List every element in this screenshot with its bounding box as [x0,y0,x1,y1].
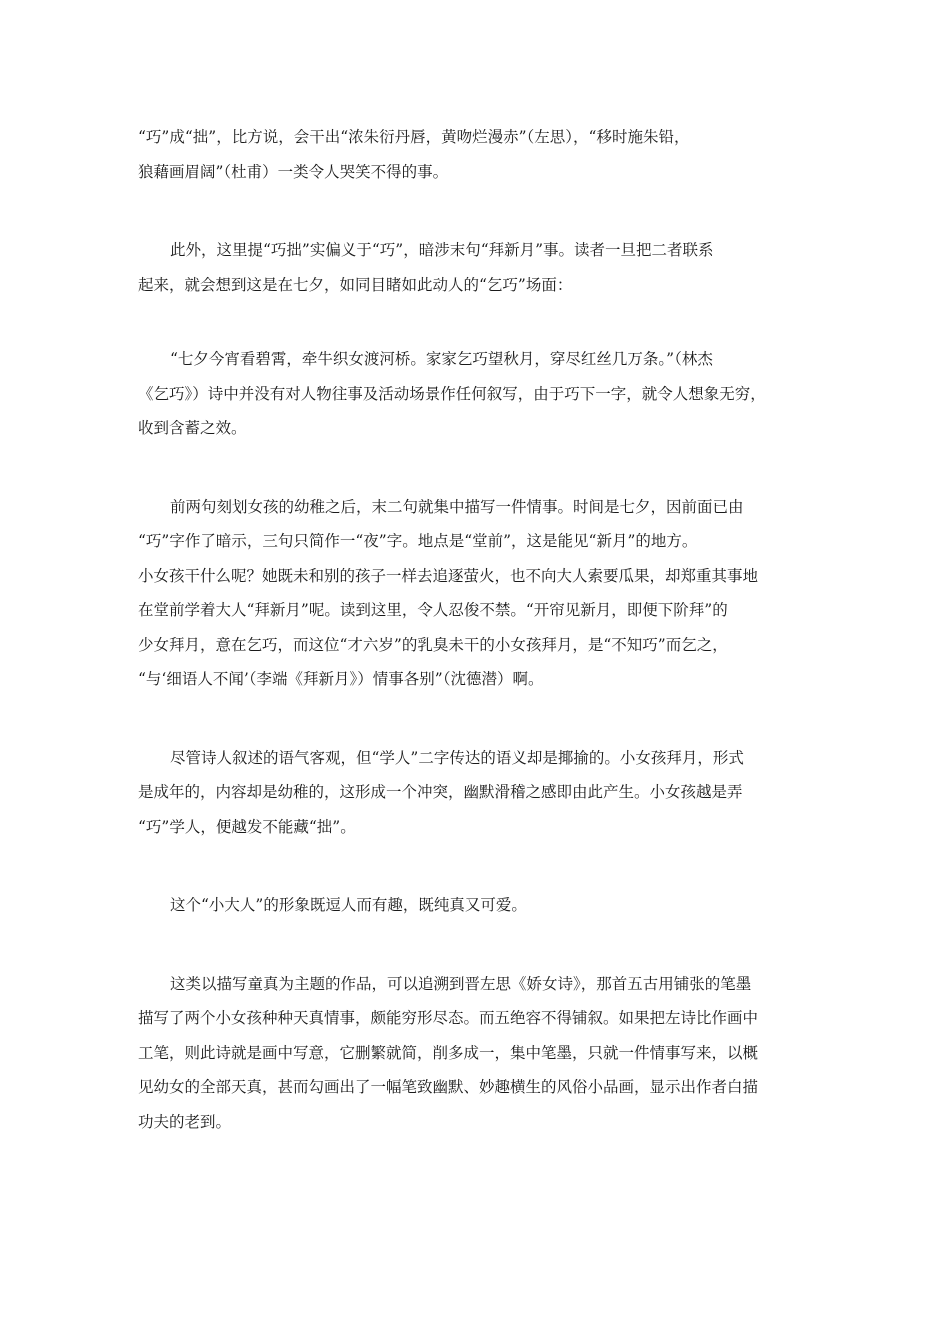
text-line: “巧”字作了暗示，三句只简作一“夜”字。地点是“堂前”，这是能见“新月”的地方。 [138,532,698,550]
text-line: 描写了两个小女孩种种天真情事，颇能穷形尽态。而五绝容不得铺叙。如果把左诗比作画中 [138,1009,759,1027]
paragraph-5 [138,741,818,845]
text-line: 尽管诗人叙述的语气客观，但“学人”二字传达的语义却是揶揄的。小女孩拜月，形式 [170,748,744,767]
text-line: 小女孩干什么呢？她既未和别的孩子一样去追逐萤火，也不向大人索要瓜果，却郑重其事地 [138,566,759,585]
text-line: 这个“小大人”的形象既逗人而有趣，既纯真又可爱。 [170,896,527,914]
text-line: “巧”成“拙”，比方说，会干出“浓朱衍丹唇，黄吻烂漫赤”（左思），“移时施朱铅， [138,128,690,146]
text-line: 少女拜月，意在乞巧，而这位“才六岁”的乳臭未干的小女孩拜月，是“不知巧”而乞之， [138,635,728,654]
text-line: “巧”学人，便越发不能藏“拙”。 [138,817,356,836]
paragraph-1 [138,120,818,189]
text-line: “七夕今宵看碧霄，牵牛织女渡河桥。家家乞巧望秋月，穿尽红丝几万条。”（林杰 [170,350,713,368]
text-line: 狼藉画眉阔”（杜甫）一类令人哭笑不得的事。 [138,162,449,181]
paragraph-2 [138,233,818,302]
paragraph-4 [138,490,818,697]
text-line: 此外，这里提“巧拙”实偏义于“巧”，暗涉末句“拜新月”事。读者一旦把二者联系 [170,241,714,259]
paragraph-3 [138,342,818,446]
text-line: 前两句刻划女孩的幼稚之后，末二句就集中描写一件情事。时间是七夕，因前面已由 [170,497,744,516]
text-line: 在堂前学着大人“拜新月”呢。读到这里，令人忍俊不禁。“开帘见新月，即便下阶拜”的 [138,601,728,619]
paragraph-6 [138,888,818,923]
paragraph-7 [138,967,818,1140]
text-line: 这类以描写童真为主题的作品，可以追溯到晋左思《娇女诗》，那首五古用铺张的笔墨 [170,974,752,993]
text-line: 是成年的，内容却是幼稚的，这形成一个冲突，幽默滑稽之感即由此产生。小女孩越是弄 [138,783,743,801]
text-line: 工笔，则此诗就是画中写意，它删繁就简，削多成一，集中笔墨，只就一件情事写来，以概 [138,1043,759,1062]
text-line: 见幼女的全部天真，甚而勾画出了一幅笔致幽默、妙趣横生的风俗小品画，显示出作者白描 [138,1078,759,1096]
text-line: 收到含蓄之效。 [138,419,247,437]
text-line: 起来，就会想到这是在七夕，如同目睹如此动人的“乞巧”场面： [138,275,573,294]
text-line: “与‘细语人不闻’（李端《拜新月》）情事各别”（沈德潜）啊。 [138,670,544,688]
text-line: 《乞巧》）诗中并没有对人物往事及活动场景作任何叙写，由于巧下一字，就令人想象无穷， [138,384,766,403]
article-body [138,120,818,1139]
text-line: 功夫的老到。 [138,1112,232,1131]
